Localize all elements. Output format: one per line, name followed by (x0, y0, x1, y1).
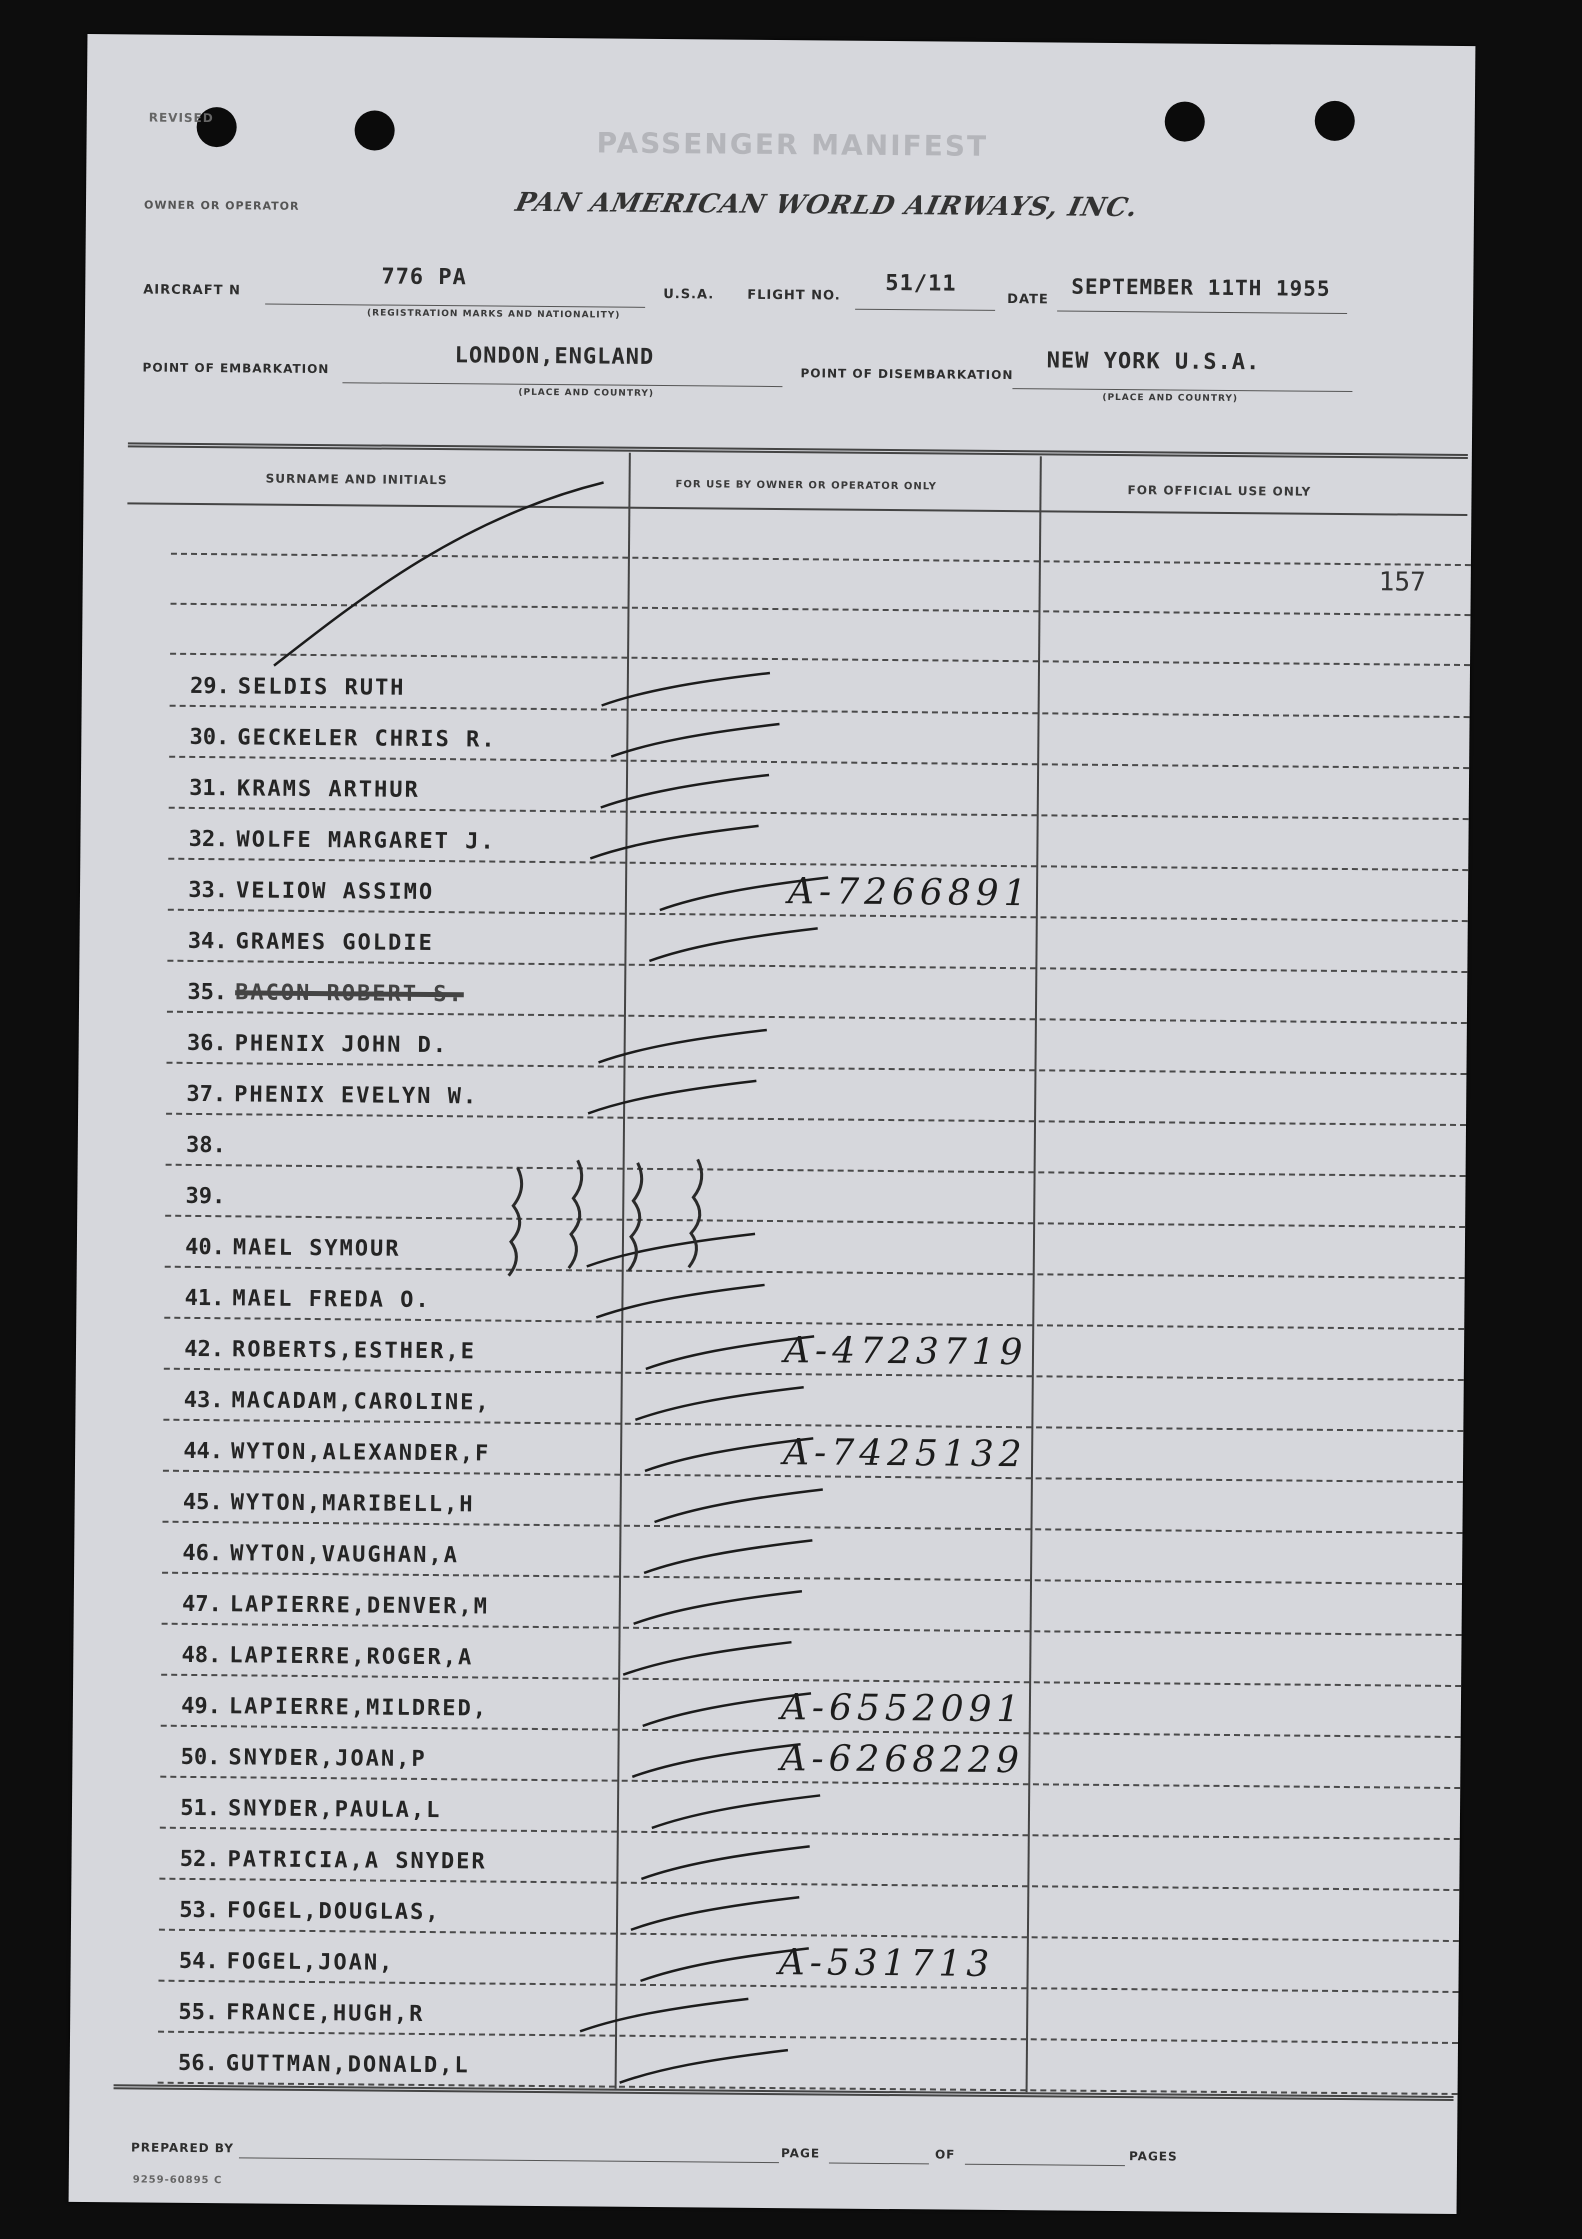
alien-registration-note: A-6552091 (780, 1687, 1025, 1731)
passenger-number: 35. (187, 979, 228, 1006)
embark-value: LONDON,ENGLAND (454, 343, 655, 370)
passenger-name: PHENIX JOHN D. (234, 1031, 449, 1059)
pen-marks (69, 34, 1476, 2214)
passenger-number: 42. (184, 1336, 225, 1363)
column-header-official-use: FOR OFFICIAL USE ONLY (1127, 483, 1312, 499)
passenger-number: 55. (178, 1999, 219, 2026)
passenger-name: GUTTMAN,DONALD,L (225, 2051, 470, 2079)
date-label: DATE (1007, 292, 1049, 308)
passenger-name: MAEL FREDA O. (232, 1286, 431, 1314)
of-label: OF (934, 2147, 956, 2162)
passenger-number: 49. (181, 1693, 222, 1720)
disembark-value: NEW YORK U.S.A. (1046, 348, 1261, 376)
passenger-number: 37. (186, 1081, 227, 1108)
passenger-name: WYTON,ALEXANDER,F (231, 1439, 491, 1467)
passenger-name: FOGEL,DOUGLAS, (227, 1898, 441, 1926)
column-header-owner-use: FOR USE BY OWNER OR OPERATOR ONLY (675, 479, 937, 493)
aircraft-label: AIRCRAFT N (143, 282, 242, 299)
passenger-name: GECKELER CHRIS R. (237, 725, 497, 753)
passenger-name: FOGEL,JOAN, (226, 1949, 395, 1976)
passenger-name: MACADAM,CAROLINE, (231, 1388, 491, 1416)
alien-registration-note: A-6268229 (780, 1738, 1025, 1782)
passenger-number: 33. (188, 877, 229, 904)
passenger-name: MAEL SYMOUR (232, 1235, 401, 1262)
passenger-number: 47. (181, 1591, 222, 1618)
passenger-name: ROBERTS,ESTHER,E (231, 1337, 477, 1365)
country-label: U.S.A. (663, 287, 715, 303)
passenger-name: LAPIERRE,ROGER,A (229, 1643, 474, 1671)
passenger-number: 29. (189, 673, 230, 700)
page-stamp: 157 (1378, 567, 1426, 598)
passenger-name: FRANCE,HUGH,R (226, 2000, 425, 2028)
passenger-number: 50. (180, 1744, 221, 1771)
passenger-number: 36. (186, 1030, 227, 1057)
manifest-sheet (69, 34, 1476, 2214)
passenger-name: WOLFE MARGARET J. (236, 827, 496, 855)
passenger-number: 32. (188, 826, 229, 853)
passenger-name: PHENIX EVELYN W. (234, 1082, 479, 1110)
aircraft-value: 776 PA (381, 264, 467, 291)
passenger-name: SNYDER,JOAN,P (228, 1745, 427, 1773)
column-header-surname: SURNAME AND INITIALS (265, 471, 448, 488)
passenger-number: 54. (178, 1948, 219, 1975)
passenger-name: LAPIERRE,MILDRED, (228, 1694, 489, 1722)
passenger-number: 44. (183, 1438, 224, 1465)
passenger-number: 39. (185, 1183, 226, 1210)
passenger-number: 48. (181, 1642, 222, 1669)
passenger-number: 31. (189, 775, 230, 802)
passenger-number: 30. (189, 724, 230, 751)
corner-note: REVISED (148, 110, 214, 126)
passenger-number: 34. (187, 928, 228, 955)
passenger-name: VELIOW ASSIMO (235, 878, 435, 906)
disembark-sub: (PLACE AND COUNTRY) (1102, 392, 1239, 405)
pages-label: PAGES (1128, 2149, 1178, 2164)
page-label: PAGE (780, 2146, 821, 2161)
passenger-name: GRAMES GOLDIE (235, 929, 434, 957)
disembark-label: POINT OF DISEMBARKATION (800, 366, 1014, 383)
alien-registration-note: A-4723719 (783, 1330, 1028, 1374)
alien-registration-note: A-7266891 (787, 871, 1032, 915)
form-code: 9259-60895 C (132, 2174, 223, 2187)
passenger-number: 53. (179, 1897, 220, 1924)
embark-label: POINT OF EMBARKATION (142, 360, 330, 377)
passenger-number: 46. (182, 1540, 223, 1567)
passenger-number: 56. (177, 2050, 218, 2077)
aircraft-sub: (REGISTRATION MARKS AND NATIONALITY) (367, 308, 621, 321)
owner-label: OWNER OR OPERATOR (143, 198, 300, 213)
passenger-name: BACON ROBERT S. (235, 980, 464, 1008)
prepared-label: PREPARED BY (130, 2140, 235, 2156)
flight-label: FLIGHT NO. (747, 287, 841, 304)
passenger-number: 51. (180, 1795, 221, 1822)
passenger-number: 40. (185, 1234, 226, 1261)
passenger-name: WYTON,MARIBELL,H (230, 1490, 475, 1518)
alien-registration-note: A-531713 (778, 1942, 995, 1985)
passenger-name: SNYDER,PAULA,L (227, 1796, 442, 1824)
passenger-name: KRAMS ARTHUR (236, 776, 420, 803)
passenger-number: 41. (184, 1285, 225, 1312)
passenger-number: 45. (182, 1489, 223, 1516)
passenger-number: 38. (185, 1132, 226, 1159)
owner-value: PAN AMERICAN WORLD AIRWAYS, INC. (512, 187, 1142, 224)
date-value: SEPTEMBER 11TH 1955 (1071, 274, 1331, 301)
alien-registration-note: A-7425132 (782, 1432, 1027, 1476)
passenger-number: 43. (183, 1387, 224, 1414)
embark-sub: (PLACE AND COUNTRY) (518, 387, 655, 399)
passenger-name: WYTON,VAUGHAN,A (230, 1541, 460, 1569)
passenger-number: 52. (179, 1846, 220, 1873)
flight-value: 51/11 (885, 270, 957, 297)
passenger-name: PATRICIA,A SNYDER (227, 1847, 487, 1875)
passenger-name: LAPIERRE,DENVER,M (229, 1592, 490, 1620)
manifest-title: PASSENGER MANIFEST (596, 126, 989, 163)
passenger-name: SELDIS RUTH (237, 674, 406, 701)
